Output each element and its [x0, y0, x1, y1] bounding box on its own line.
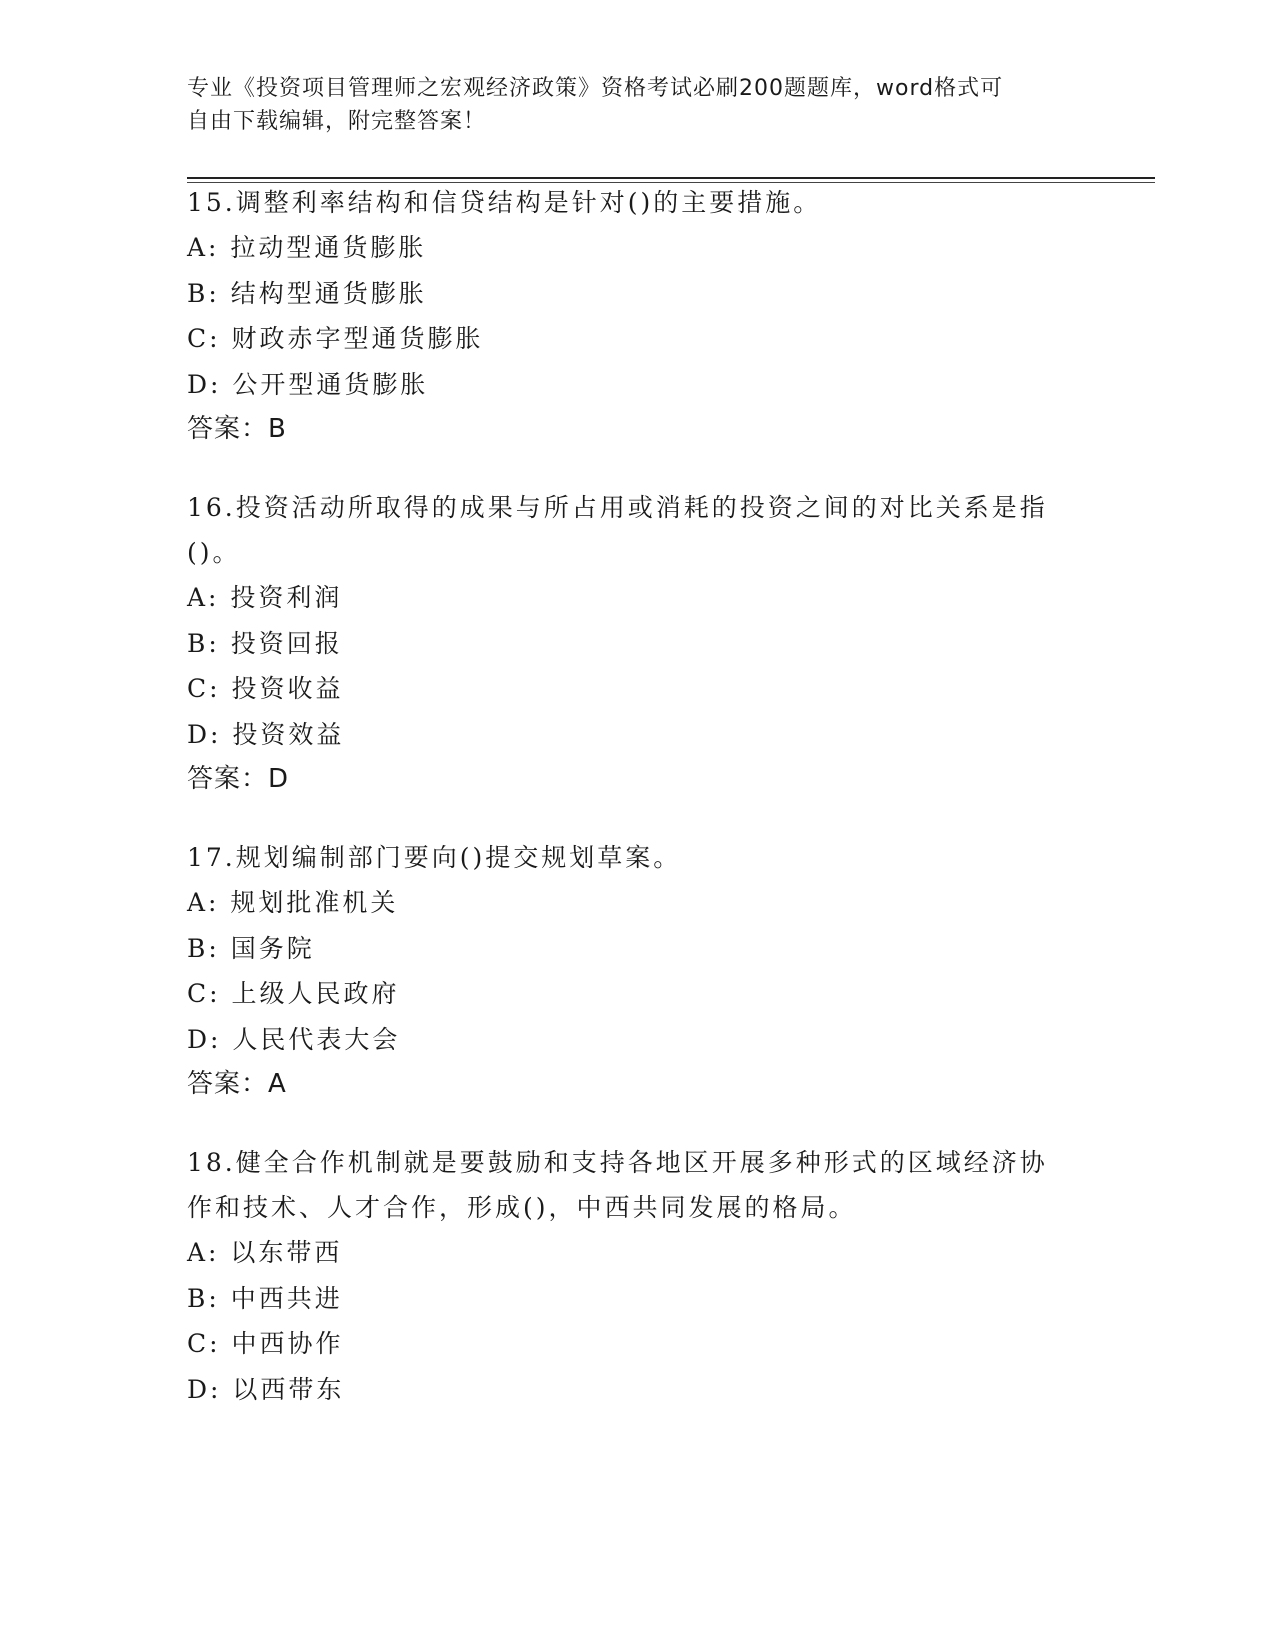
option-b: B: 结构型通货膨胀: [187, 278, 427, 308]
option-a: A: 规划批准机关: [187, 888, 399, 917]
question-16: [187, 485, 1067, 801]
answer: 答案：A: [187, 1069, 287, 1099]
option-b: B: 国务院: [187, 933, 315, 963]
option-d: D: 投资效益: [187, 719, 345, 749]
question-stem: 15.调整利率结构和信贷结构是针对()的主要措施。: [187, 188, 822, 217]
question-stem: 17.规划编制部门要向()提交规划草案。: [187, 843, 682, 872]
option-c: C: 上级人民政府: [187, 979, 400, 1008]
option-c: C: 中西协作: [187, 1329, 344, 1358]
option-c: C: 投资收益: [187, 674, 344, 703]
option-d: D: 公开型通货膨胀: [187, 369, 429, 399]
option-a: A: 以东带西: [187, 1238, 343, 1267]
header-line-1: 专业《投资项目管理师之宏观经济政策》资格考试必刷200题题库，word格式可: [187, 76, 1004, 101]
answer: 答案：D: [187, 764, 290, 794]
answer: 答案：B: [187, 414, 287, 444]
header-divider-thick: [187, 177, 1155, 179]
question-18: [187, 1140, 1067, 1412]
option-c: C: 财政赤字型通货膨胀: [187, 324, 484, 353]
option-b: B: 投资回报: [187, 628, 343, 658]
question-stem: 16.投资活动所取得的成果与所占用或消耗的投资之间的对比关系是指()。: [187, 493, 1048, 567]
question-17: [187, 835, 1067, 1106]
header-line-2: 自由下载编辑，附完整答案！: [187, 109, 487, 134]
option-a: A: 拉动型通货膨胀: [187, 233, 427, 262]
question-stem: 18.健全合作机制就是要鼓励和支持各地区开展多种形式的区域经济协作和技术、人才合作，形成()，中西共同发展的格局。: [187, 1148, 1048, 1222]
option-d: D: 人民代表大会: [187, 1024, 401, 1054]
option-d: D: 以西带东: [187, 1374, 345, 1404]
option-b: B: 中西共进: [187, 1283, 343, 1313]
question-15: [187, 180, 1067, 451]
option-a: A: 投资利润: [187, 583, 343, 612]
document-header-note: [187, 72, 1087, 138]
